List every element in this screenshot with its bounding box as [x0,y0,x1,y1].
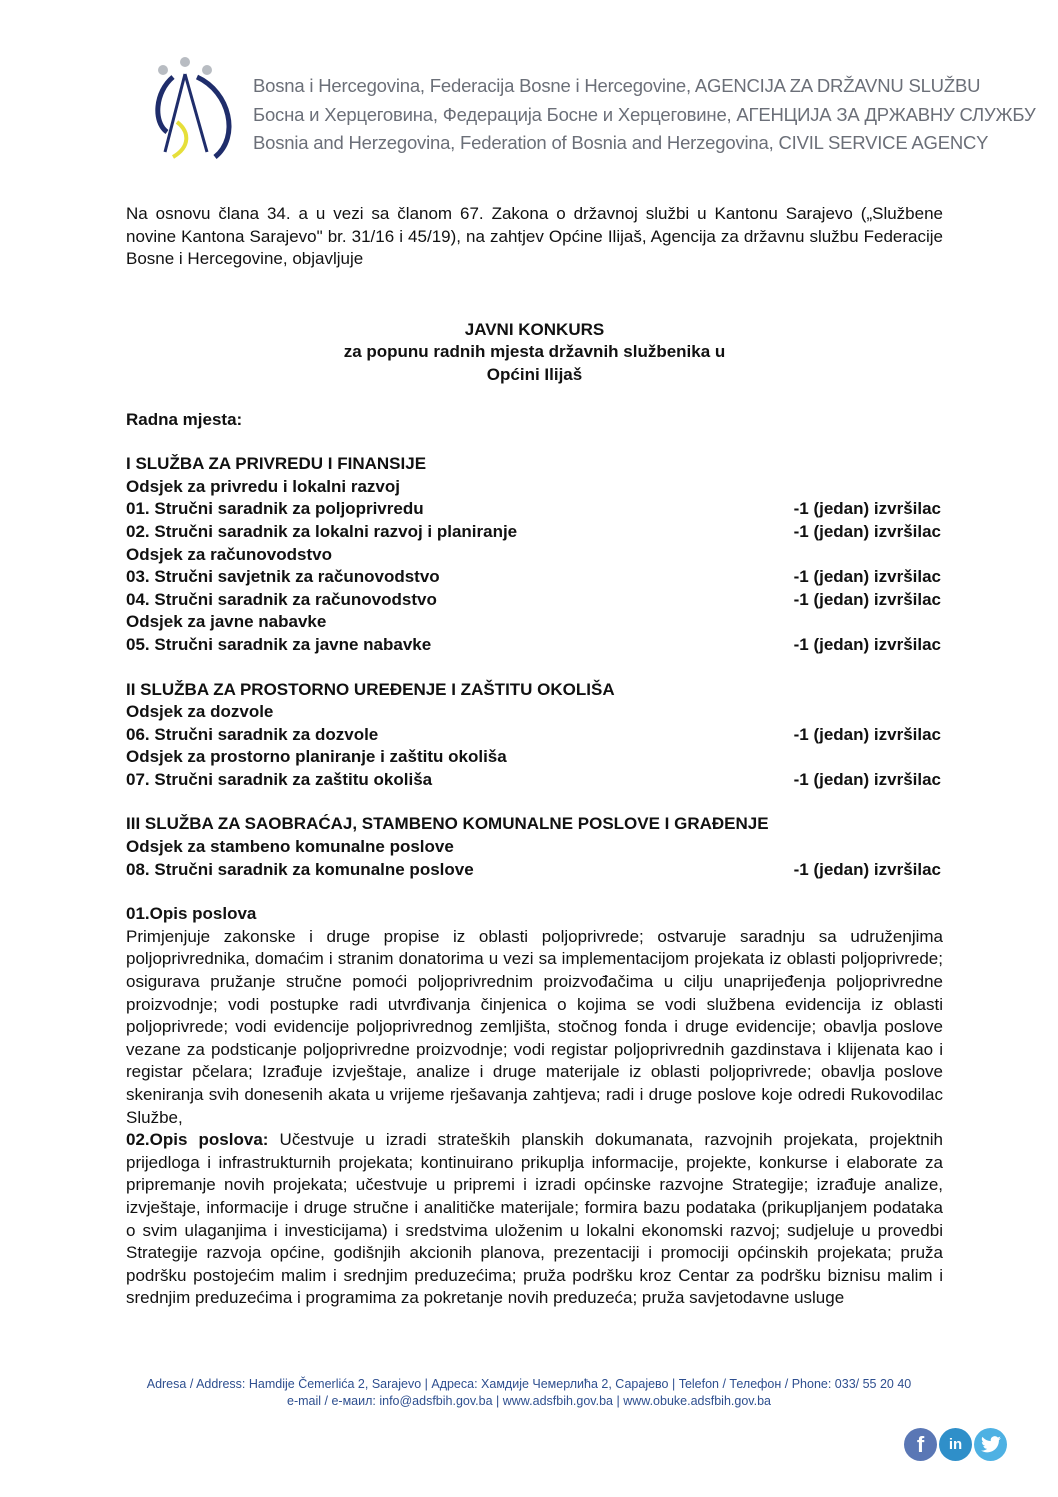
facebook-icon[interactable]: f [904,1428,937,1461]
position-name: 03. Stručni savjetnik za računovodstvo [126,567,440,587]
position-row [126,521,943,544]
letterhead [140,52,1040,172]
agency-name-lines [253,72,1036,158]
social-links [904,1428,1007,1461]
position-count: -1 (jedan) izvršilac [793,769,941,789]
document-body [126,203,943,1310]
title-line-3: Općini Ilijaš [486,364,583,384]
positions-label: Radna mjesta: [126,409,243,429]
agency-logo-icon [145,52,245,177]
position-row [126,589,943,612]
job-description-01-text: Primjenjuje zakonske i druge propise iz oblasti poljoprivrede; ostvaruje saradnju sa udruženjima poljoprivrednika, domaćim i stranim donatorima u vezi sa implementacijom projekata iz oblasti poljoprivrede; osigurava pružanje stručne pomoći poljoprivrednim proizvođačima u cilju unapriјeđenja poljoprivredne proizvodnje; vodi postupke radi utvrđivanja činjenica o kojima se vodi službena evidencija iz oblasti poljoprivrede; vodi evidencije poljoprivrednog zemljišta, stočnog fonda i druge evidencije; obavlja poslove vezane za podsticanje poljoprivredne proizvodnje; vodi registar poljoprivrednih gazdinstava i klijenata kao i registar pčelara; Izrađuje izvještaje, analize i druge materijale iz oblasti poljoprivrede; obavlja poslove skeniranja svih donesenih akata u vrijeme rješavanja zahtjeva; radi i druge poslove koje odredi Rukovodilac Službe, [126,926,943,1127]
department-name: Odsjek za javne nabavke [126,612,327,632]
position-name: 06. Stručni saradnik za dozvole [126,724,379,744]
job-description-02-title: 02.Opis poslova: [126,1130,269,1150]
position-count: -1 (jedan) izvršilac [793,521,941,541]
footer-contact [60,1376,998,1410]
position-name: 05. Stručni saradnik za javne nabavke [126,634,432,654]
position-row [126,634,943,657]
position-name: 08. Stručni saradnik za komunalne poslove [126,859,474,879]
position-row [126,859,943,882]
position-name: 02. Stručni saradnik za lokalni razvoj i planiranje [126,521,518,541]
position-count: -1 (jedan) izvršilac [793,589,941,609]
job-description-02-text: Učestvuje u izradi strateških planskih dokumanata, razvojnih projekata, projektnih prijedloga i infrastrukturnih projekata; kontinuirano prikuplja informacije, projekte, konkurse i elaborate za pripremanje novih projekata; učestvuje u pripremi i izradi općinske razvojne Strategije; izrađuje analize, izvještaje, informacije i druge stručne i analitičke materijale; formira bazu podataka (prikupljanjem podataka o svim ulaganjima i investicijama) i sredstvima uloženim u lokalni ekonomski razvoj; sudjeluje u provedbi Strategije razvoja općine, godišnjih akcionih planova, prezentaciji i promociji općinskih projekata; pruža podršku postojećim malim i srednjim preduzećima; pruža podršku kroz Centar za podršku biznisu malim i srednjim preduzećima i programima za pokretanje novih preduzeća; pruža savjetodavne usluge [126,1130,943,1308]
document-title [126,319,943,387]
section-heading: II SLUŽBA ZA PROSTORNO UREĐENJE I ZAŠTITU OKOLIŠA [126,679,615,699]
intro-paragraph: Na osnovu člana 34. a u vezi sa članom 67. Zakona o državnoj službi u Kantonu Sarajevo („Službene novine Kantona Sarajevo" br. 31/16 i 45/19), na zahtjev Općine Ilijaš, Agencija za državnu službu Federacije Bosne i Hercegovine, objavljuje [126,204,943,269]
position-name: 04. Stručni saradnik za računovodstvo [126,589,437,609]
department-name: Odsjek za privredu i lokalni razvoj [126,476,400,496]
position-count: -1 (jedan) izvršilac [793,567,941,587]
agency-name-bosnian: Bosna i Hercegovina, Federacija Bosne i Hercegovine, AGENCIJA ZA DRŽAVNU SLUŽBU [253,75,981,96]
department-name: Odsjek za stambeno komunalne poslove [126,837,454,857]
footer-address: Adresa / Address: Hamdije Čemerlića 2, Sarajevo | Адреса: Хамдије Чемерлића 2, Сарајево | Telefon / Телефон / Phone: 033/ 55 20 40 [146,1377,912,1391]
position-name: 01. Stručni saradnik za poljoprivredu [126,499,424,519]
position-count: -1 (jedan) izvršilac [793,859,941,879]
job-description-02 [126,1129,943,1310]
position-row [126,498,943,521]
section-1 [126,453,943,656]
position-count: -1 (jedan) izvršilac [793,724,941,744]
twitter-icon[interactable] [974,1428,1007,1461]
title-line-1: JAVNI KONKURS [464,319,605,339]
position-count: -1 (jedan) izvršilac [793,499,941,519]
title-line-2: za popunu radnih mjesta državnih službenika u [343,342,726,362]
linkedin-icon[interactable]: in [939,1428,972,1461]
agency-name-cyrillic: Босна и Херцеговина, Федерација Босне и Херцеговине, АГЕНЦИЈА ЗА ДРЖАВНУ СЛУЖБУ [253,103,1036,125]
position-row [126,724,943,747]
department-name: Odsjek za računovodstvo [126,544,332,564]
position-row [126,566,943,589]
position-count: -1 (jedan) izvršilac [793,634,941,654]
twitter-bird-glyph [981,1436,1001,1453]
department-name: Odsjek za dozvole [126,702,274,722]
job-description-01-title: 01.Opis poslova [126,904,257,924]
section-heading: III SLUŽBA ZA SAOBRAĆAJ, STAMBENO KOMUNALNE POSLOVE I GRAĐENJE [126,814,769,834]
footer-email-web: e-mail / е-маил: info@adsfbih.gov.ba | www.adsfbih.gov.ba | www.obuke.adsfbih.gov.ba [287,1394,771,1408]
department-name: Odsjek za prostorno planiranje i zaštitu okoliša [126,747,507,767]
position-row [126,769,943,792]
section-2 [126,679,943,792]
agency-name-english: Bosnia and Herzegovina, Federation of Bosnia and Herzegovina, CIVIL SERVICE AGENCY [253,132,989,153]
section-3 [126,813,943,881]
section-heading: I SLUŽBA ZA PRIVREDU I FINANSIJE [126,454,427,474]
position-name: 07. Stručni saradnik za zaštitu okoliša [126,769,433,789]
